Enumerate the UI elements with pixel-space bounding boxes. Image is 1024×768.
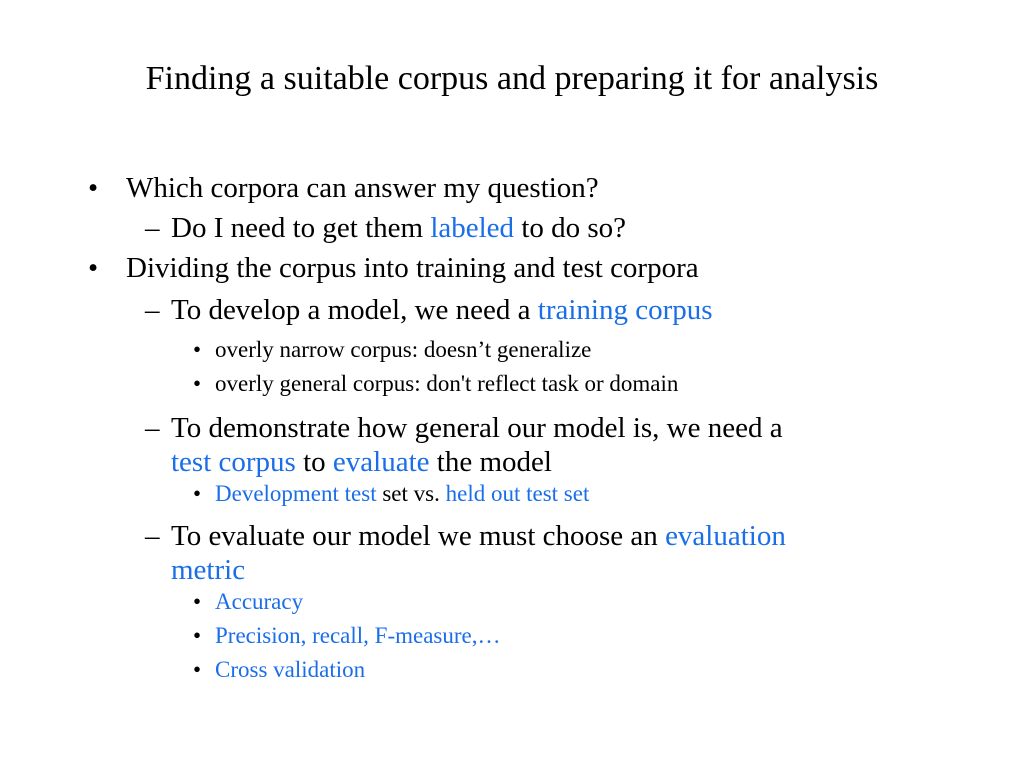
slide-title: Finding a suitable corpus and preparing it for analysis bbox=[145, 60, 879, 97]
dash-marker: – bbox=[145, 212, 160, 244]
highlighted-term: labeled bbox=[430, 212, 515, 244]
bullet-marker: • bbox=[88, 172, 99, 204]
text-segment: To evaluate our model we must choose an bbox=[171, 520, 666, 552]
bullet-marker: • bbox=[193, 623, 202, 648]
dash-marker: – bbox=[145, 294, 160, 326]
bullet-text bbox=[215, 370, 678, 398]
highlighted-term: training corpus bbox=[537, 294, 713, 326]
text-segment: overly narrow corpus: doesn’t generalize bbox=[215, 337, 592, 362]
text-segment: To develop a model, we need a bbox=[171, 294, 538, 326]
bullet-marker: • bbox=[193, 371, 202, 396]
bullet-text bbox=[215, 656, 365, 684]
highlighted-term: test corpus bbox=[171, 446, 296, 478]
bullet-text bbox=[171, 444, 552, 480]
bullet-text bbox=[215, 336, 591, 364]
text-segment: Do I need to get them bbox=[171, 212, 431, 244]
highlighted-term: Precision, recall, F-measure,… bbox=[215, 623, 501, 648]
text-segment: Which corpora can answer my question? bbox=[126, 172, 599, 204]
text-segment: to bbox=[295, 446, 333, 478]
bullet-marker: • bbox=[193, 657, 202, 682]
bullet-marker: • bbox=[193, 481, 202, 506]
text-segment: the model bbox=[429, 446, 552, 478]
highlighted-term: Development test bbox=[215, 481, 377, 506]
highlighted-term: Accuracy bbox=[215, 589, 304, 614]
bullet-marker: • bbox=[88, 252, 99, 284]
text-segment: set vs. bbox=[376, 481, 446, 506]
bullet-text bbox=[171, 410, 783, 446]
bullet-text bbox=[215, 622, 501, 650]
bullet-text bbox=[126, 250, 699, 286]
dash-marker: – bbox=[145, 412, 160, 444]
highlighted-term: Cross validation bbox=[215, 657, 366, 682]
highlighted-term: metric bbox=[171, 554, 246, 586]
bullet-text bbox=[171, 518, 786, 554]
text-segment: overly general corpus: don't reflect task or domain bbox=[215, 371, 679, 396]
bullet-marker: • bbox=[193, 589, 202, 614]
bullet-text bbox=[215, 480, 589, 508]
dash-marker: – bbox=[145, 520, 160, 552]
text-segment: to do so? bbox=[514, 212, 627, 244]
text-segment: To demonstrate how general our model is, we need a bbox=[171, 412, 783, 444]
highlighted-term: evaluation bbox=[665, 520, 786, 552]
bullet-text bbox=[215, 588, 303, 616]
bullet-text bbox=[171, 210, 626, 246]
text-segment: Dividing the corpus into training and test corpora bbox=[126, 252, 699, 284]
highlighted-term: held out test set bbox=[445, 481, 590, 506]
bullet-text bbox=[126, 170, 599, 206]
bullet-marker: • bbox=[193, 337, 202, 362]
highlighted-term: evaluate bbox=[332, 446, 430, 478]
bullet-text bbox=[171, 292, 713, 328]
bullet-text bbox=[171, 552, 245, 588]
